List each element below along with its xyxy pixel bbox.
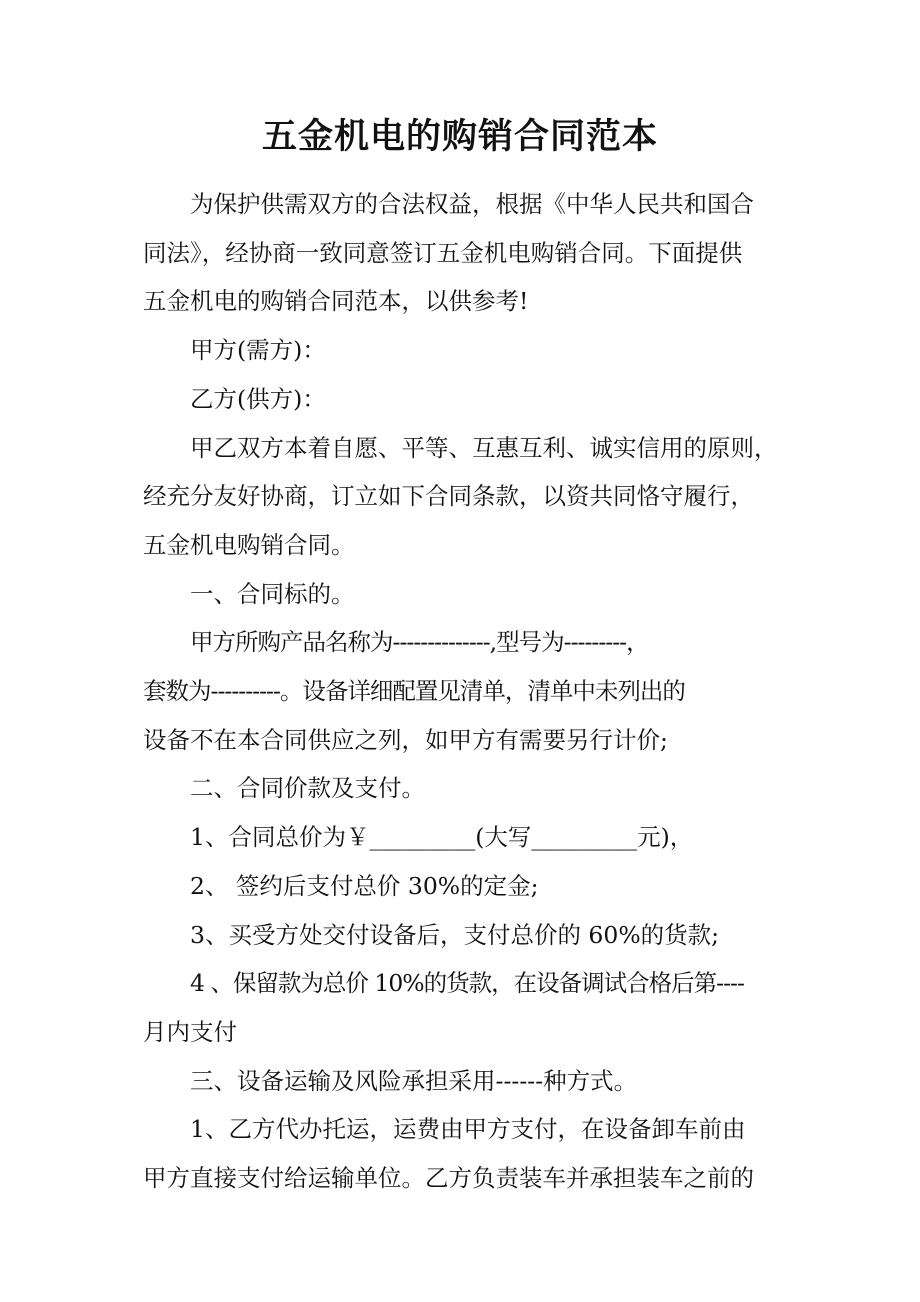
section-heading: 三、设备运输及风险承担采用------种方式。 bbox=[190, 1066, 638, 1095]
text-line: 同法》，经协商一致同意签订五金机电购销合同。下面提供 bbox=[143, 238, 743, 267]
text-line: 五金机电的购销合同范本，以供参考! bbox=[143, 287, 529, 316]
text-line: 4 、保留款为总价 10%的货款，在设备调试合格后第---- bbox=[190, 969, 744, 998]
text-line: 设备不在本合同供应之列，如甲方有需要另行计价; bbox=[143, 725, 668, 754]
section-heading: 一、合同标的。 bbox=[190, 579, 355, 608]
text-line: 经充分友好协商，订立如下合同条款，以资共同恪守履行， bbox=[143, 482, 754, 511]
text-line: 套数为----------。设备详细配置见清单，清单中未列出的 bbox=[143, 677, 685, 706]
principle-paragraph bbox=[143, 424, 791, 570]
document-body bbox=[143, 180, 791, 1203]
intro-paragraph bbox=[143, 180, 791, 326]
payment-item: 1、合同总价为￥_________(大写_________元)， bbox=[190, 823, 694, 852]
subject-paragraph bbox=[143, 618, 791, 764]
party-a-label: 甲方(需方)： bbox=[190, 336, 326, 365]
section-heading: 二、合同价款及支付。 bbox=[190, 774, 425, 803]
text-line: 甲乙双方本着自愿、平等、互惠互利、诚实信用的原则， bbox=[190, 433, 778, 462]
document-title: 五金机电的购销合同范本 bbox=[261, 116, 658, 157]
text-line: 甲方所购产品名称为--------------,型号为---------， bbox=[190, 628, 649, 657]
text-line: 五金机电购销合同。 bbox=[143, 530, 355, 559]
text-line: 甲方直接支付给运输单位。乙方负责装车并承担装车之前的 bbox=[143, 1164, 754, 1193]
transport-item bbox=[143, 1105, 791, 1202]
party-b-label: 乙方(供方)： bbox=[190, 384, 326, 413]
payment-item bbox=[143, 959, 791, 1056]
text-line: 为保护供需双方的合法权益，根据《中华人民共和国合 bbox=[190, 190, 754, 218]
text-line: 月内支付 bbox=[143, 1017, 237, 1046]
payment-item: 2、 签约后支付总价 30%的定金; bbox=[190, 871, 539, 900]
payment-item: 3、买受方处交付设备后，支付总价的 60%的货款; bbox=[190, 920, 720, 949]
text-line: 1、乙方代办托运，运费由甲方支付，在设备卸车前由 bbox=[190, 1115, 746, 1144]
